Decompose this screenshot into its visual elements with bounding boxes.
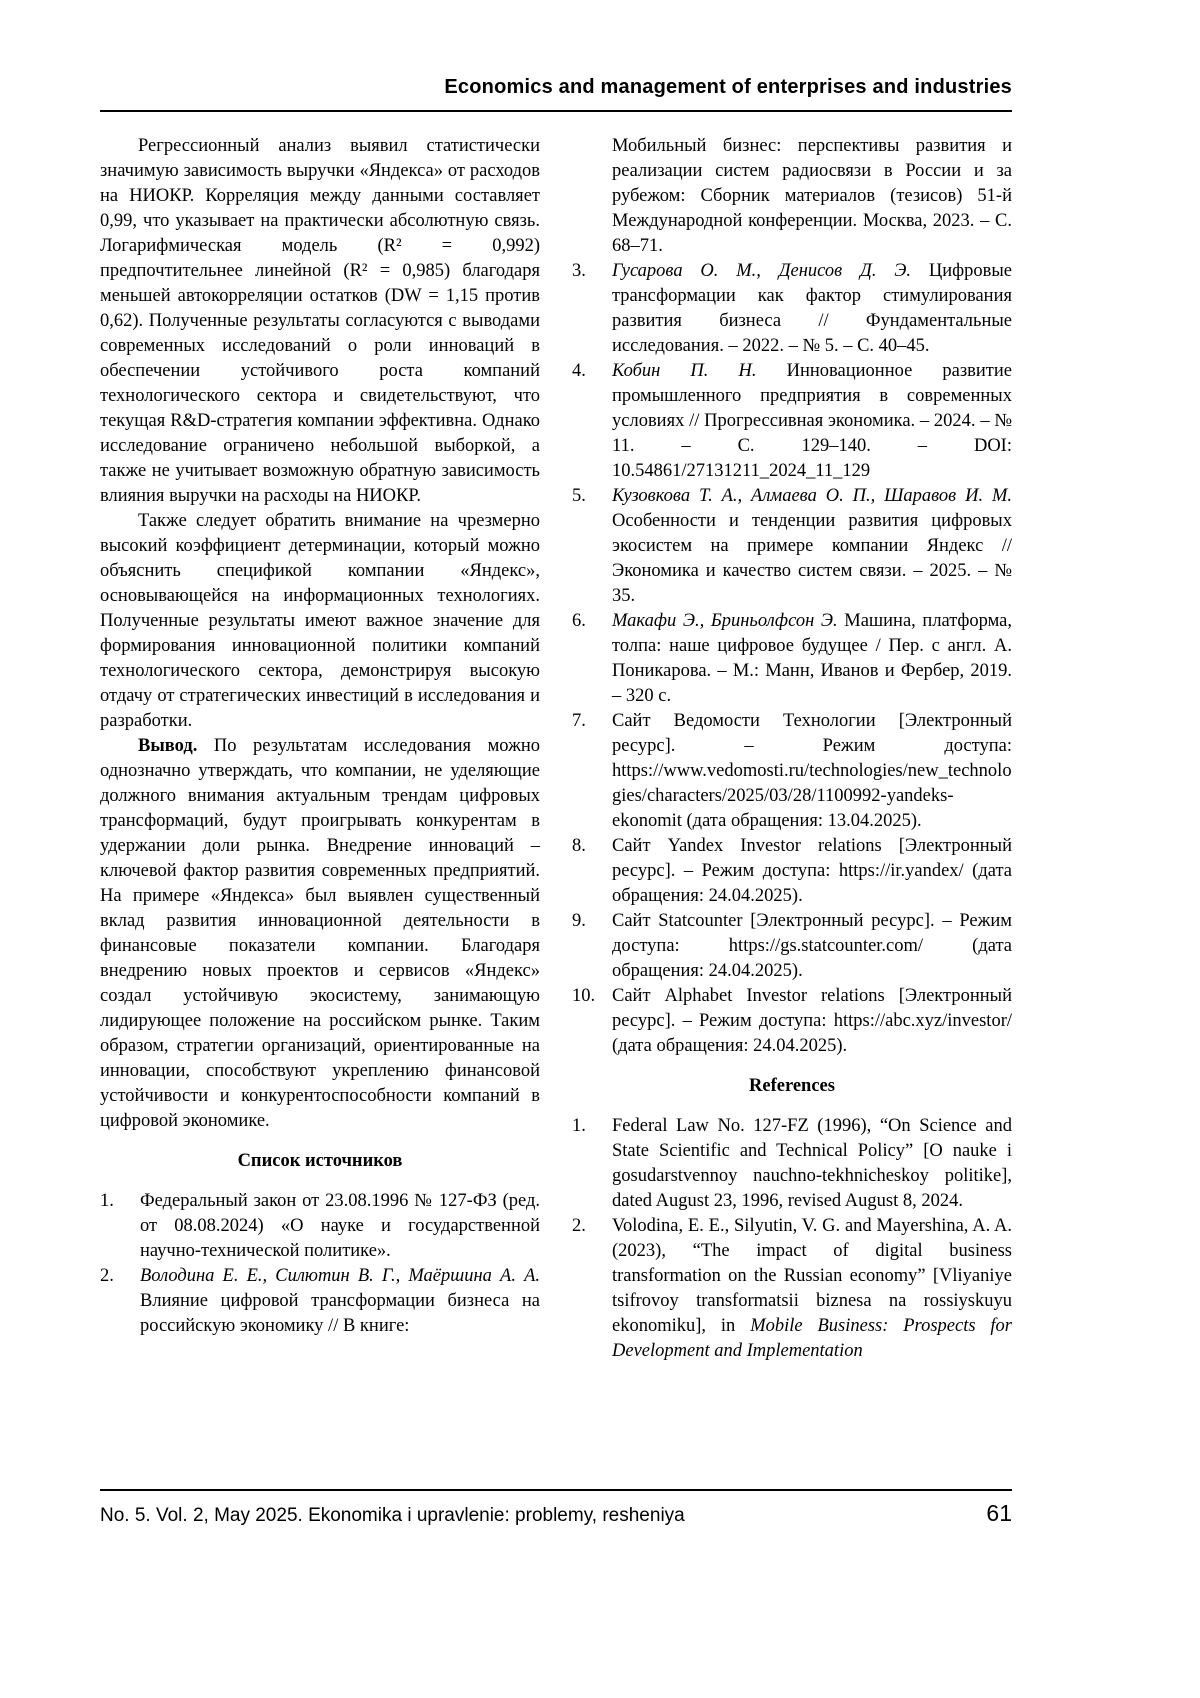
references-heading: References (749, 1076, 835, 1096)
source-text: Володина Е. Е., Силютин В. Г., Маёршина А. А. Влияние цифровой трансформации бизнеса на российскую экономику // В книге: (140, 1266, 540, 1336)
source-number: 8. (572, 836, 586, 856)
source-text: Кобин П. Н. Инновационное развитие промышленного предприятия в современных условиях // Прогрессивная экономика. – 2024. – № 11. – С. 129–140. – DOI: 10.54861/27131211_2024_11_129 (612, 361, 1012, 481)
reference-number: 1. (572, 1116, 586, 1136)
header-rule (100, 110, 1012, 112)
source-item (100, 1264, 540, 1339)
source-number: 4. (572, 361, 586, 381)
source-text: Сайт Statcounter [Электронный ресурс]. – Режим доступа: https://gs.statcounter.com/ (дата обращения: 24.04.2025). (612, 911, 1012, 981)
article-body (100, 134, 1012, 1479)
source-text: Сайт Yandex Investor relations [Электронный ресурс]. – Режим доступа: https://ir.yandex/ (дата обращения: 24.04.2025). (612, 836, 1012, 906)
source-number: 9. (572, 911, 586, 931)
source-number: 3. (572, 261, 586, 281)
source-item (572, 484, 1012, 609)
source-text: Кузовкова Т. А., Алмаева О. П., Шаравов И. М. Особенности и тенденции развития цифровых экосистем на примере компании Яндекс // Экономика и качество систем связи. – 2025. – № 35. (612, 486, 1012, 606)
source-item (572, 259, 1012, 359)
source-text: Макафи Э., Бриньолфсон Э. Машина, платформа, толпа: наше цифровое будущее / Пер. с англ. А. Поникарова. – М.: Манн, Иванов и Фербер, 2019. – 320 с. (612, 611, 1012, 706)
source-number: 6. (572, 611, 586, 631)
conclusion-paragraph: Вывод. По результатам исследования можно однозначно утверждать, что компании, не уделяющие должного внимания актуальным трендам цифровых трансформаций, будут проигрывать конкурентам в удержании доли рынка. Внедрение инноваций – ключевой фактор развития современных предприятий. На примере «Яндекса» был выявлен существенный вклад развития инновационной деятельности в финансовые показатели компании. Благодаря внедрению новых проектов и сервисов «Яндекс» создал устойчивую экосистему, занимающую лидирующее положение на российском рынке. Таким образом, стратегии организаций, ориентированные на инновации, способствуют укреплению финансовой устойчивости и конкурентоспособности компаний в цифровой экономике. (100, 736, 540, 1131)
source-text: Сайт Ведомости Технологии [Электронный ресурс]. – Режим доступа: https://www.vedomosti.ru/technologies/new_technologies/characters/2025/03/28/1100992-yandeks-ekonomit (дата обращения: 13.04.2025). (612, 711, 1012, 831)
left-column (100, 134, 540, 1479)
footer (100, 1500, 1012, 1527)
sources-heading: Список источников (237, 1151, 403, 1171)
source-number: 1. (100, 1191, 114, 1211)
right-column (572, 134, 1012, 1479)
source-item (572, 909, 1012, 984)
source-text: Гусарова О. М., Денисов Д. Э. Цифровые трансформации как фактор стимулирования развития бизнеса // Фундаментальные исследования. – 2022. – № 5. – С. 40–45. (612, 261, 1012, 356)
running-head-title: Economics and management of enterprises and industries (444, 76, 1012, 98)
source-item-continuation: Мобильный бизнес: перспективы развития и реализации систем радиосвязи в России и за рубежом: Сборник материалов (тезисов) 51-й Международной конференции. Москва, 2023. – С. 68–71. (612, 136, 1012, 256)
source-number: 10. (572, 986, 596, 1006)
footer-page-number: 61 (986, 1500, 1012, 1526)
source-item (100, 1189, 540, 1264)
footer-rule (100, 1489, 1012, 1491)
source-number: 7. (572, 711, 586, 731)
reference-item (572, 1114, 1012, 1214)
source-number: 2. (100, 1266, 114, 1286)
reference-item (572, 1214, 1012, 1364)
reference-number: 2. (572, 1216, 586, 1236)
source-item (572, 609, 1012, 709)
source-text: Федеральный закон от 23.08.1996 № 127-ФЗ (ред. от 08.08.2024) «О науке и государственной научно-технической политике». (140, 1191, 540, 1261)
body-paragraph: Также следует обратить внимание на чрезмерно высокий коэффициент детерминации, который можно объяснить спецификой компании «Яндекс», основывающейся на информационных технологиях. Полученные результаты имеют важное значение для формирования инновационной политики компаний технологического сектора, демонстрируя высокую отдачу от стратегических инвестиций в исследования и разработки. (100, 511, 540, 731)
source-item (572, 984, 1012, 1059)
source-text: Сайт Alphabet Investor relations [Электронный ресурс]. – Режим доступа: https://abc.xyz/investor/ (дата обращения: 24.04.2025). (612, 986, 1012, 1056)
reference-text: Federal Law No. 127-FZ (1996), “On Science and State Scientific and Technical Policy” [O nauke i gosudarstvennoy nauchno-tekhnicheskoy politike], dated August 23, 1996, revised August 8, 2024. (612, 1116, 1012, 1211)
source-number: 5. (572, 486, 586, 506)
source-item (572, 834, 1012, 909)
source-item (572, 709, 1012, 834)
body-paragraph: Регрессионный анализ выявил статистически значимую зависимость выручки «Яндекса» от расходов на НИОКР. Корреляция между данными составляет 0,99, что указывает на практически абсолютную связь. Логарифмическая модель (R² = 0,992) предпочтительнее линейной (R² = 0,985) благодаря меньшей автокорреляции остатков (DW = 1,15 против 0,62). Полученные результаты согласуются с выводами современных исследований о роли инноваций в обеспечении устойчивого роста компаний технологического сектора и свидетельствуют, что текущая R&D-стратегия компании эффективна. Однако исследование ограничено небольшой выборкой, а также не учитывает возможную обратную зависимость влияния выручки на расходы на НИОКР. (100, 136, 540, 506)
reference-text: Volodina, E. E., Silyutin, V. G. and Mayershina, A. A. (2023), “The impact of digital business transformation on the Russian economy” [Vliyaniye tsifrovoy transformatsii biznesa na rossiyskuyu ekonomiku], in Mobile Business: Prospects for Development and Implementation (612, 1216, 1012, 1361)
footer-journal-line: No. 5. Vol. 2, May 2025. Ekonomika i upravlenie: problemy, resheniya (100, 1505, 685, 1526)
source-item (572, 359, 1012, 484)
